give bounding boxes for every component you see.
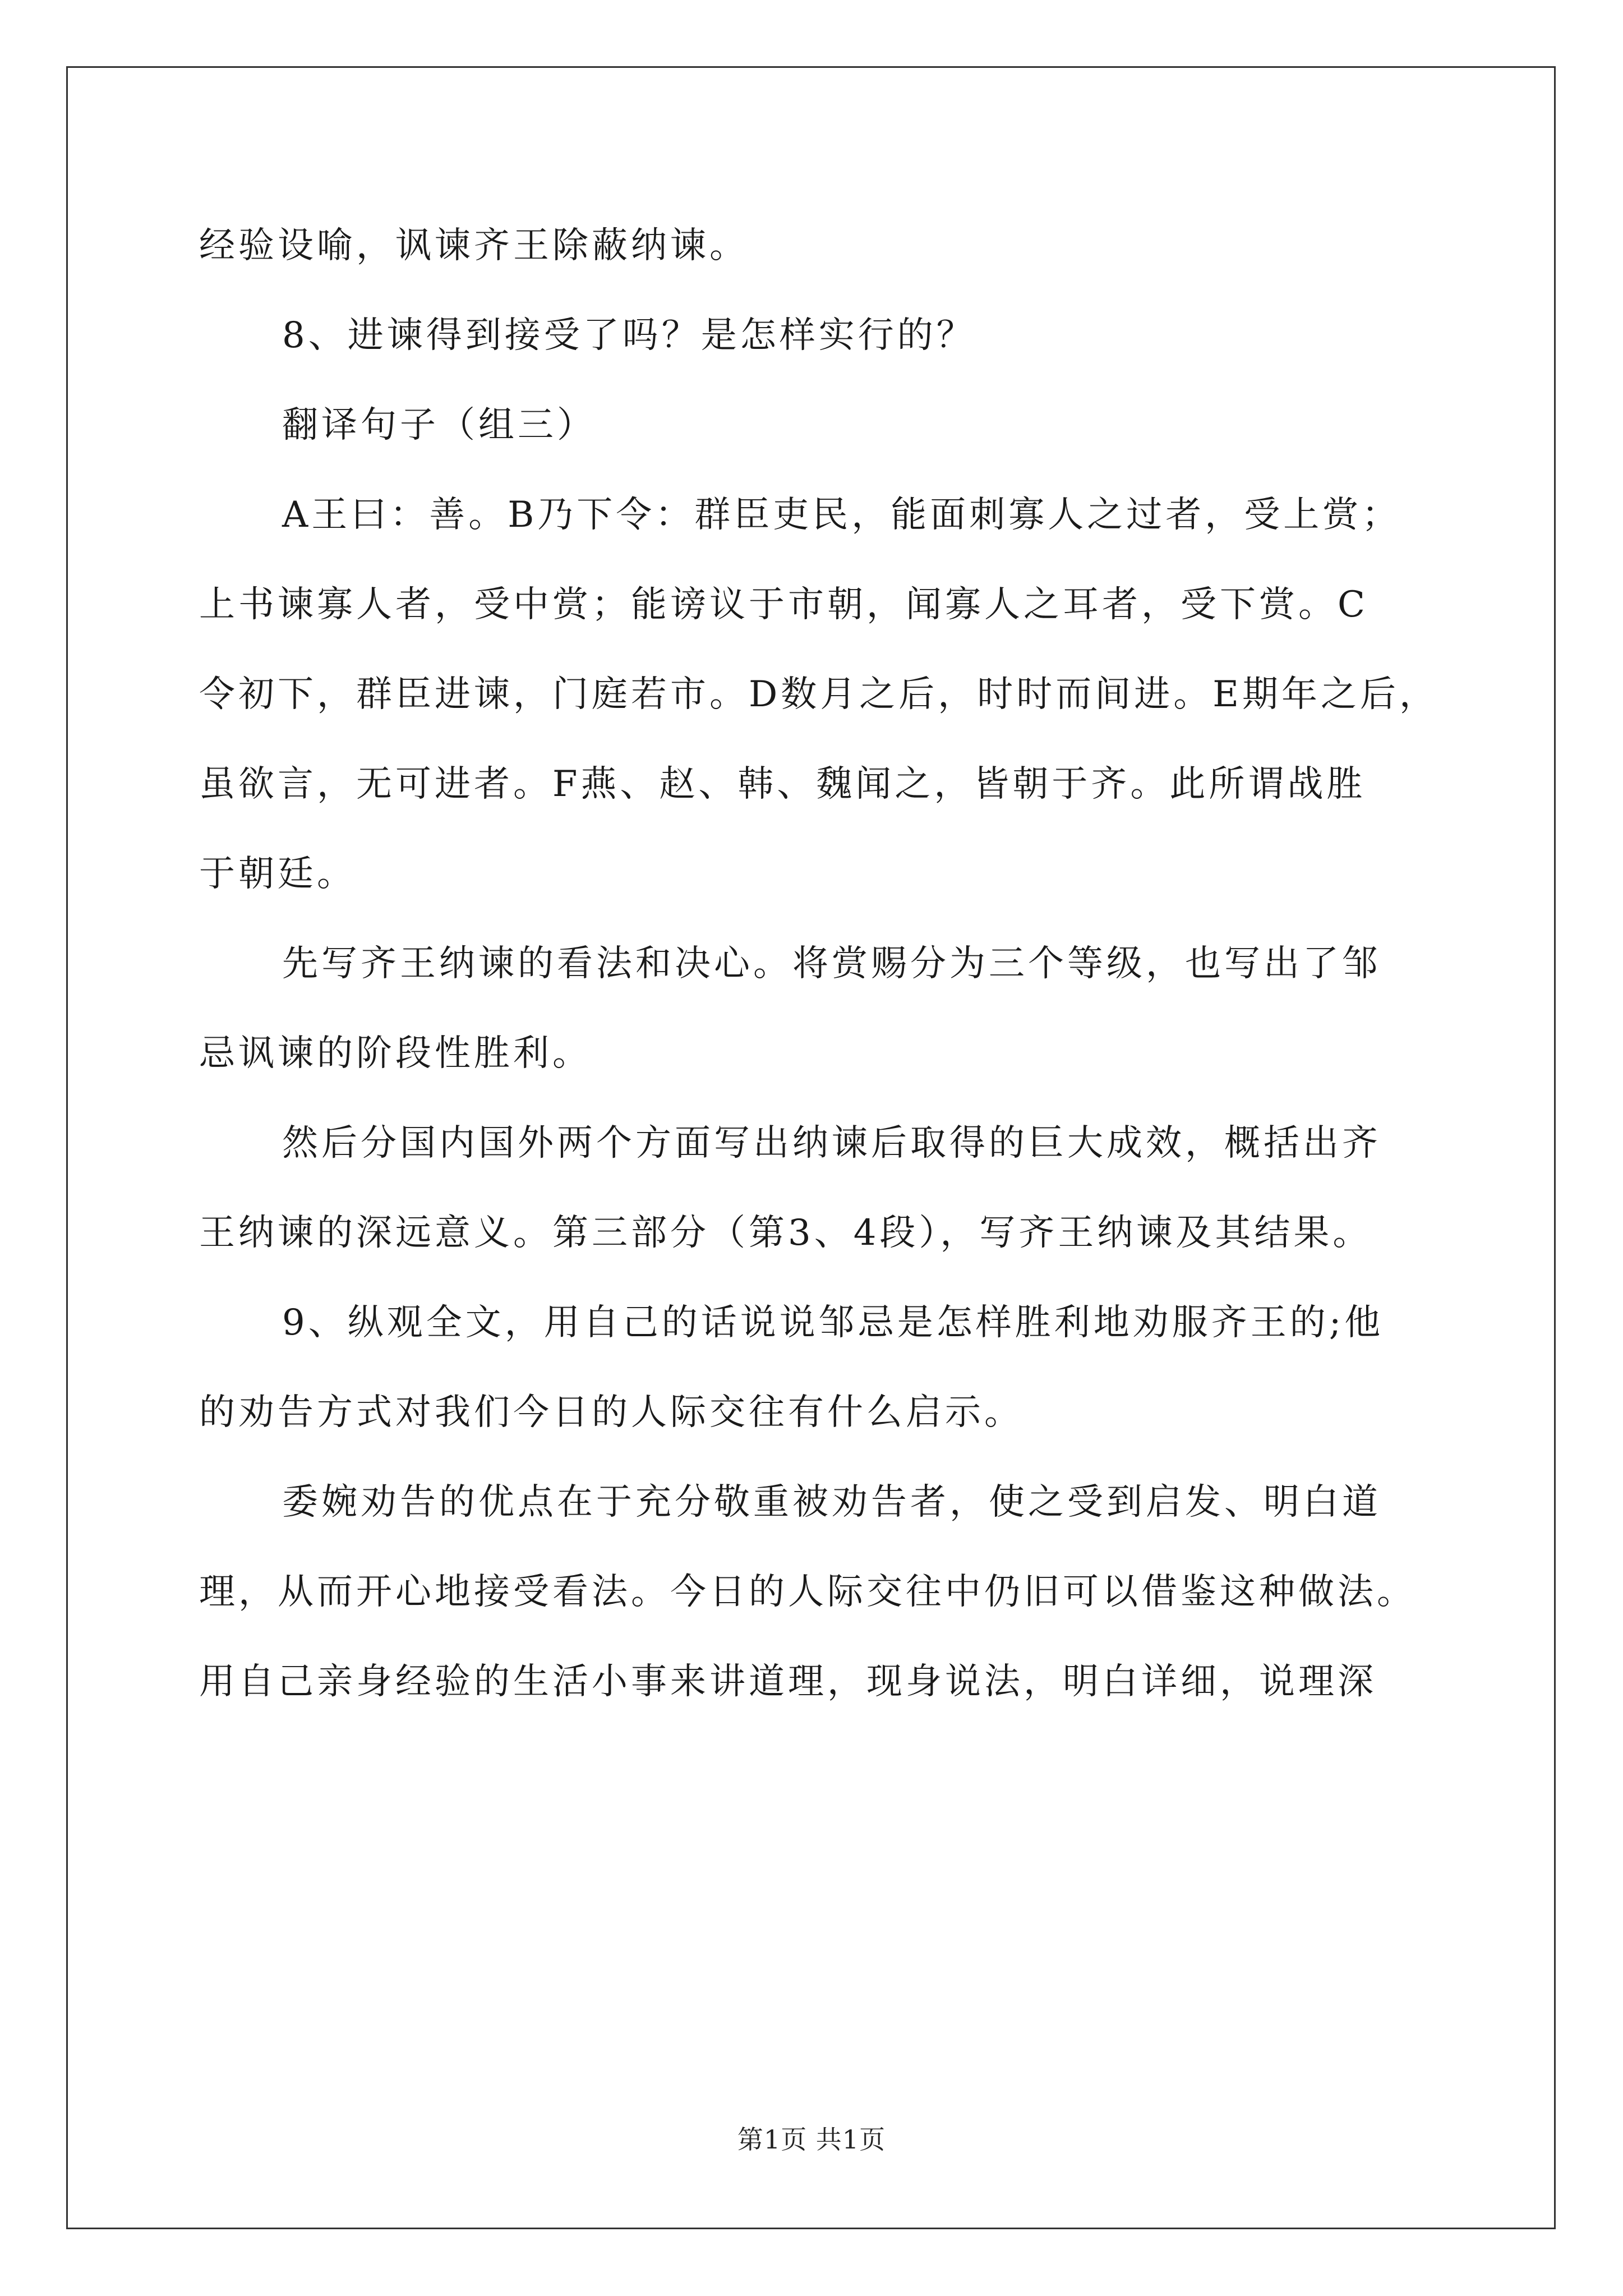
text-line: 于朝廷。	[199, 853, 356, 895]
text-line: 理，从而开心地接受看法。今日的人际交往中仍旧可以借鉴这种做法。	[199, 1571, 1416, 1613]
question-8: 8、进谏得到接受了吗？是怎样实行的？	[282, 315, 976, 356]
question-9: 9、纵观全文，用自己的话说说邹忌是怎样胜利地劝服齐王的;他	[282, 1302, 1384, 1343]
text-line: A王曰：善。B乃下令：群臣吏民，能面刺寡人之过者，受上赏；	[282, 494, 1401, 536]
text-line: 委婉劝告的优点在于充分敬重被劝告者，使之受到启发、明白道	[282, 1481, 1381, 1523]
text-line: 的劝告方式对我们今日的人际交往有什么启示。	[199, 1392, 1023, 1433]
section-heading: 翻译句子（组三）	[282, 404, 596, 446]
text-line: 先写齐王纳谏的看法和决心。将赏赐分为三个等级，也写出了邹	[282, 943, 1381, 984]
text-line: 忌讽谏的阶段性胜利。	[199, 1033, 592, 1074]
text-line: 上书谏寡人者，受中赏；能谤议于市朝，闻寡人之耳者，受下赏。C	[199, 584, 1368, 625]
text-line: 令初下，群臣进谏，门庭若市。D数月之后，时时而间进。E期年之后，	[199, 674, 1439, 715]
text-line: 用自己亲身经验的生活小事来讲道理，现身说法，明白详细，说理深	[199, 1661, 1377, 1703]
page-footer: 第1页 共1页	[737, 2124, 886, 2155]
text-line: 虽欲言，无可进者。F燕、赵、韩、魏闻之，皆朝于齐。此所谓战胜	[199, 763, 1366, 805]
text-line: 王纳谏的深远意义。第三部分（第3、4段），写齐王纳谏及其结果。	[199, 1212, 1372, 1254]
text-line: 经验设喻，讽谏齐王除蔽纳谏。	[199, 225, 749, 266]
text-line: 然后分国内国外两个方面写出纳谏后取得的巨大成效，概括出齐	[282, 1122, 1381, 1164]
